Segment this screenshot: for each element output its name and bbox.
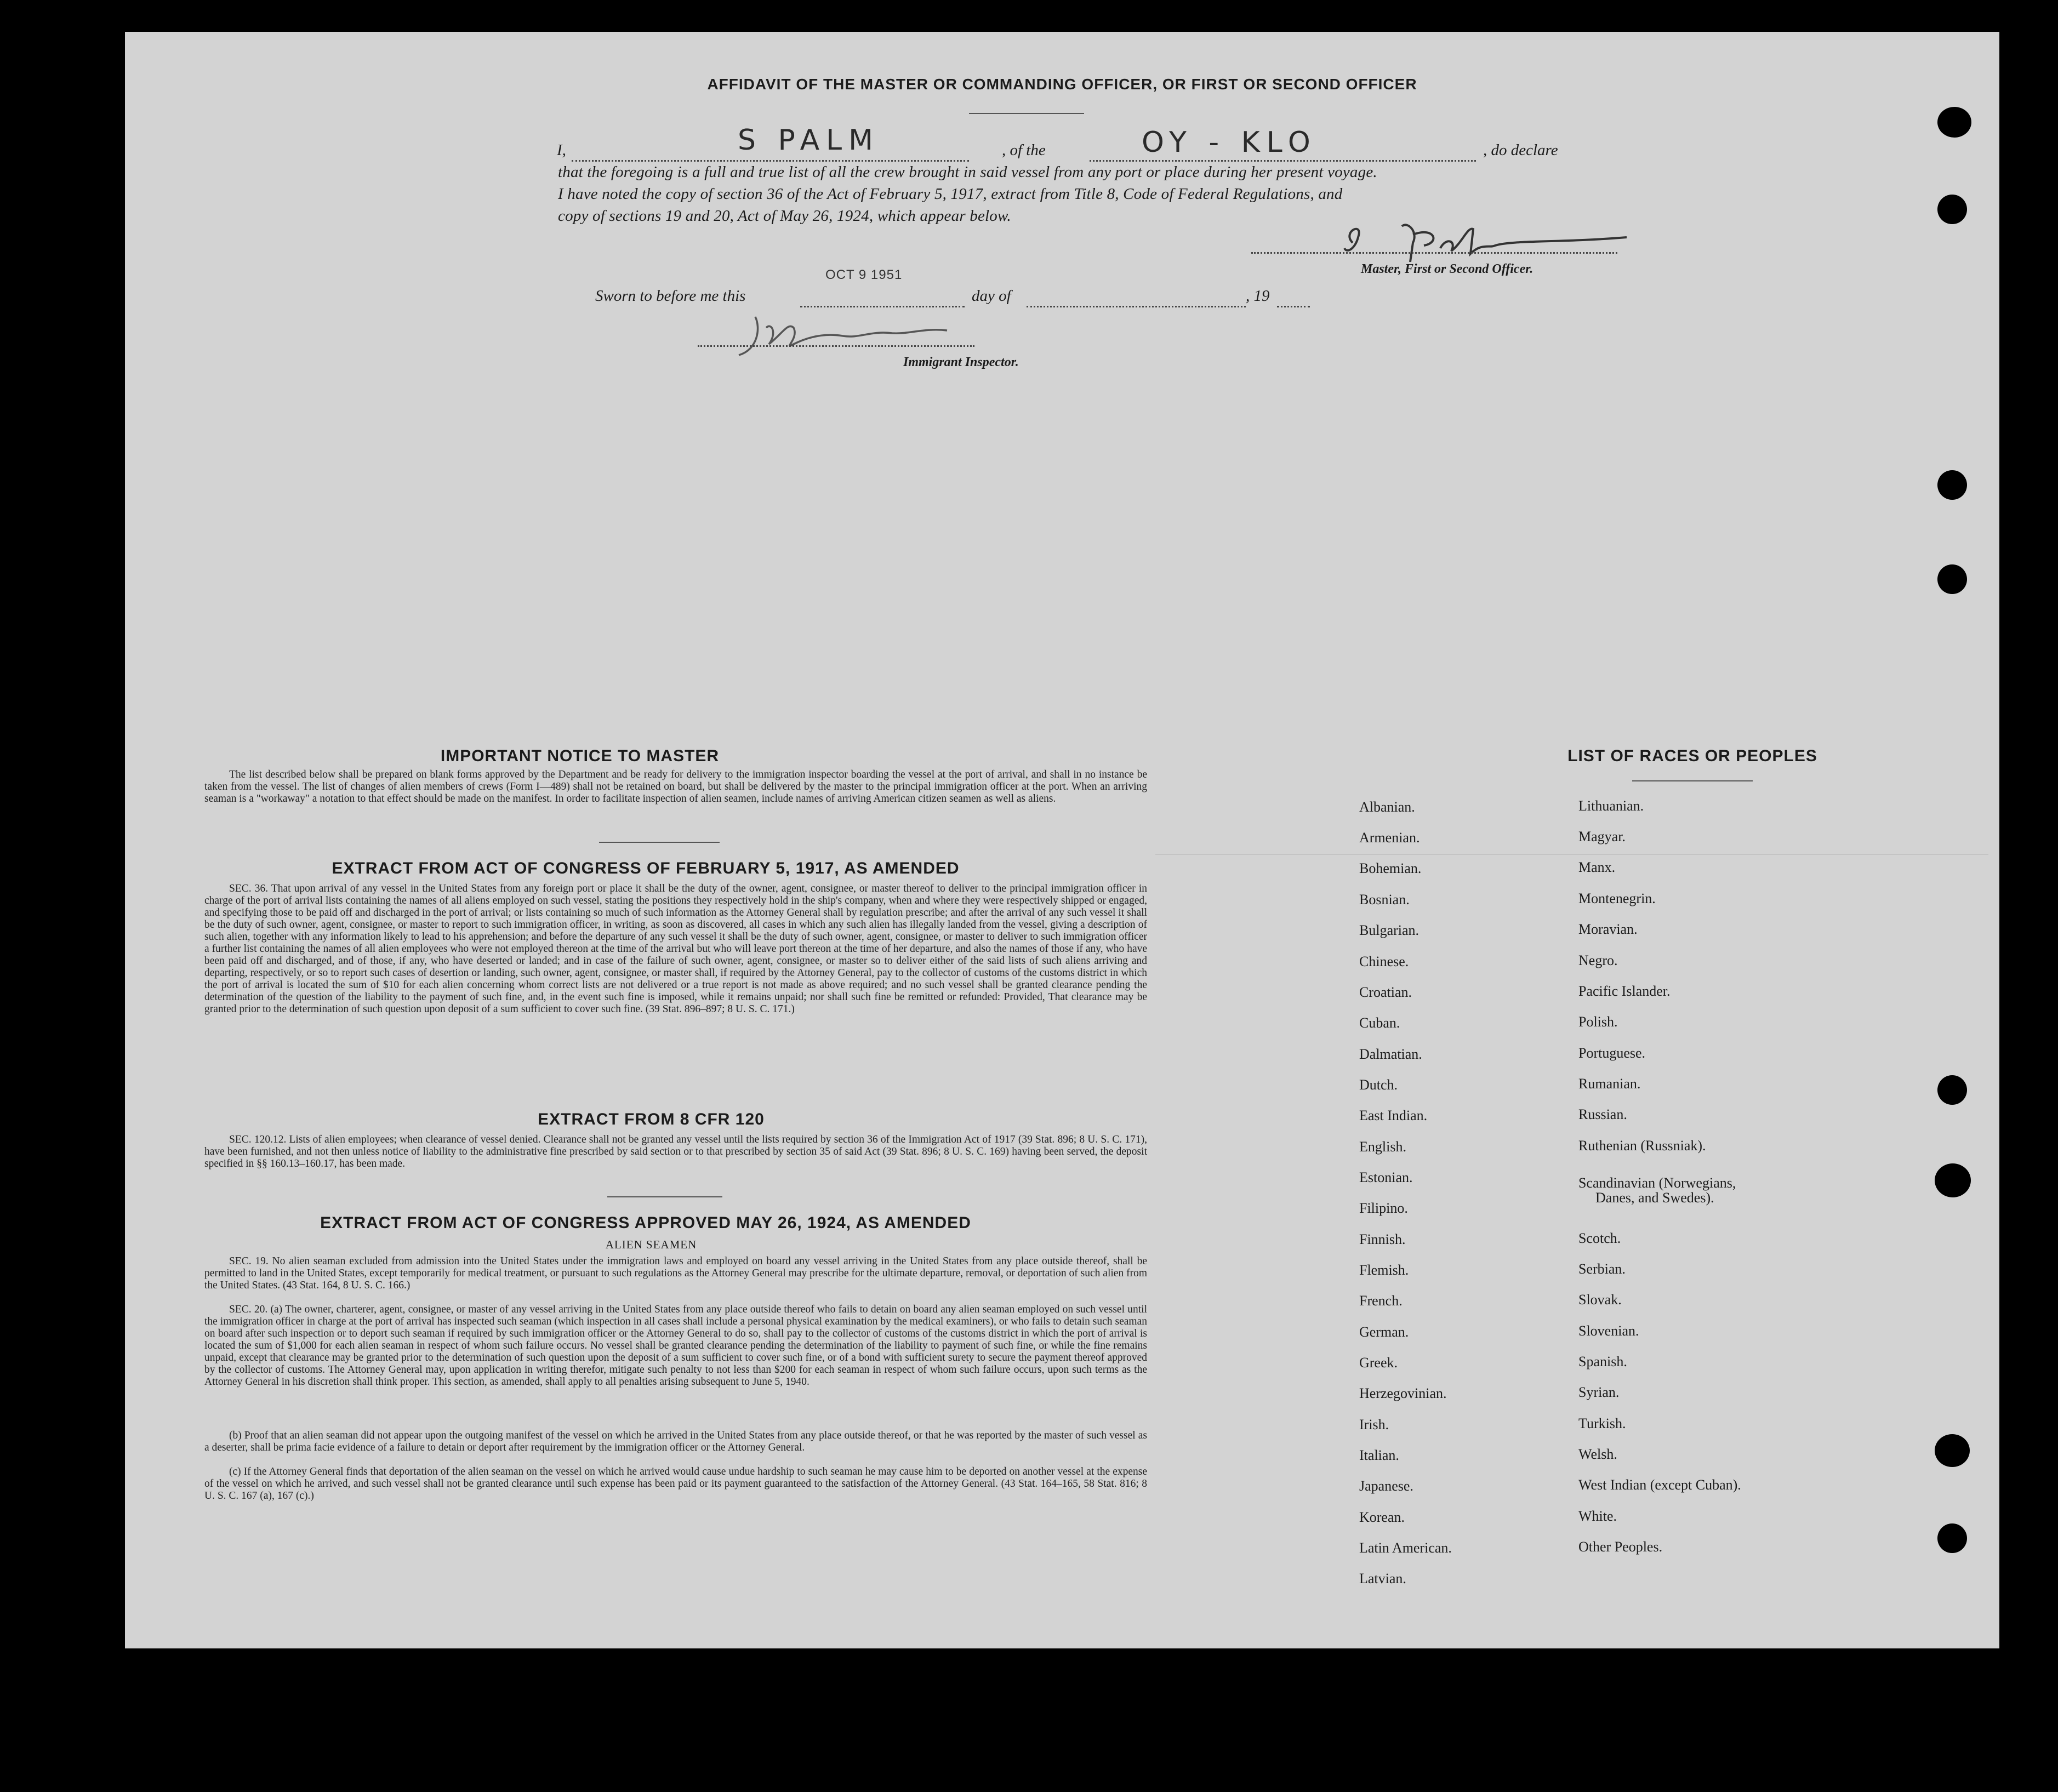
race-item: German.	[1359, 1324, 1409, 1340]
race-item: Japanese.	[1359, 1478, 1413, 1494]
binder-hole	[1937, 195, 1967, 224]
date-stamp: OCT 9 1951	[825, 267, 903, 282]
extract-cfr-title: EXTRACT FROM 8 CFR 120	[538, 1110, 765, 1128]
race-item: East Indian.	[1359, 1108, 1428, 1123]
do-declare-label: , do declare	[1483, 141, 1558, 159]
race-item: Chinese.	[1359, 954, 1409, 969]
affidavit-line-2: that the foregoing is a full and true list of all the crew brought in said vessel from any port or place during her present voyage.	[558, 163, 1377, 181]
race-item: Herzegovinian.	[1359, 1385, 1447, 1401]
race-item: Negro.	[1578, 952, 1618, 968]
race-item: West Indian (except Cuban).	[1578, 1477, 1741, 1493]
extract-1917-text: SEC. 36. That upon arrival of any vessel in the United States from any foreign port or place it shall be the duty of the owner, agent, consignee, or master thereof to deliver to the principal immigration officer in charge of the port of arrival lists containing the names of all aliens employed on such vessel, stating the positions they respectively hold in the ship's company, when and where they were respectively shipped or engaged, and specifying those to be paid off and discharged in the port of arrival; or lists containing so much of such information as the Attorney General shall by regulation prescribe; and after the arrival of any such vessel it shall be the duty of such owner, agent, consignee, or master to report to such immigration officer, in writing, as soon as discovered, all cases in which any such alien has illegally landed from the vessel, giving a description of such alien, together with any information likely to lead to his apprehension; and before the departure of any such vessel it shall be the duty of such owner, agent, consignee, or master to deliver to such immigration officer a further list containing the names of all alien employees who were not employed thereon at the time of the arrival but who will leave port thereon at the time of her departure, and also the names of those if any, who have been paid off and discharged, and of those, if any, who have deserted or landed; and in case of the failure of such owner, agent, consignee, or master so to deliver either of the said lists of such aliens arriving and departing, respectively, or so to report such cases of desertion or landing, such owner, agent, consignee, or master shall, if required by the Attorney General, pay to the collector of customs of the customs district in which the port of arrival is located the sum of $10 for each alien concerning whom correct lists are not delivered or a true report is not made as above required; and no such vessel shall be granted clearance pending the determination of the question of the liability to the payment of such fine, and, in the event such fine is imposed, while it remains unpaid; nor shall such fine be remitted or refunded: Provided, That clearance may be granted prior to the determination of such question upon deposit of a sum sufficient to cover such fine. (39 Stat. 896–897; 8 U. S. C. 171.)	[204, 883, 1147, 1015]
race-item: Spanish.	[1578, 1354, 1627, 1369]
race-item: Lithuanian.	[1578, 798, 1644, 814]
race-item: Ruthenian (Russniak).	[1578, 1138, 1706, 1154]
race-item: Albanian.	[1359, 799, 1415, 815]
race-item: Bulgarian.	[1359, 922, 1419, 938]
race-item: French.	[1359, 1293, 1403, 1309]
race-item: Danes, and Swedes).	[1595, 1190, 1714, 1206]
extract-1917-title: EXTRACT FROM ACT OF CONGRESS OF FEBRUARY 5, 1917, AS AMENDED	[332, 859, 960, 877]
inspector-signature-line	[698, 344, 974, 347]
sworn-month-line	[1027, 289, 1246, 307]
race-item: Bosnian.	[1359, 892, 1410, 908]
sworn-label: Sworn to before me this	[595, 287, 746, 305]
race-item: Slovak.	[1578, 1292, 1622, 1308]
document-page	[125, 32, 1999, 1648]
master-signature-line	[1251, 251, 1617, 254]
inspector-caption: Immigrant Inspector.	[903, 355, 1019, 369]
race-item: Finnish.	[1359, 1231, 1406, 1247]
extract-cfr-text: SEC. 120.12. Lists of alien employees; when clearance of vessel denied. Clearance shall not be granted any vessel until the lists required by section 36 of the Immigration Act of 1917 (39 Stat. 896; 8 U. S. C. 171), have been furnished, and not then unless notice of liability to the administrative fine prescribed by said section or to that prescribed by section 35 of said Act (39 Stat. 896; 8 U. S. C. 169) having been served, the deposit specified in §§ 160.13–160.17, has been made.	[204, 1134, 1147, 1169]
race-item: White.	[1578, 1508, 1617, 1524]
race-item: Korean.	[1359, 1509, 1405, 1525]
race-item: Latvian.	[1359, 1571, 1406, 1586]
race-item: Other Peoples.	[1578, 1539, 1663, 1555]
notice-rule	[599, 842, 720, 843]
affidavit-line-3: I have noted the copy of section 36 of the Act of February 5, 1917, extract from Title 8, Code of Federal Regulations, and	[558, 185, 1343, 203]
race-item: Serbian.	[1578, 1261, 1626, 1277]
binder-hole	[1937, 1523, 1967, 1553]
race-item: Cuban.	[1359, 1015, 1400, 1031]
extract-1924-title: EXTRACT FROM ACT OF CONGRESS APPROVED MAY 26, 1924, AS AMENDED	[320, 1214, 971, 1232]
race-item: Portuguese.	[1578, 1045, 1646, 1061]
race-item: Irish.	[1359, 1417, 1389, 1433]
race-item: Russian.	[1578, 1106, 1627, 1122]
cfr-rule	[607, 1196, 722, 1197]
race-item: Latin American.	[1359, 1540, 1452, 1556]
race-item: Armenian.	[1359, 830, 1420, 846]
race-item: Rumanian.	[1578, 1076, 1641, 1092]
race-item: Bohemian.	[1359, 860, 1422, 876]
alien-seamen-subtitle: ALIEN SEAMEN	[605, 1238, 697, 1251]
fold-line	[1155, 854, 1988, 855]
race-item: Dalmatian.	[1359, 1046, 1422, 1062]
title-rule	[969, 113, 1084, 114]
race-item: Moravian.	[1578, 921, 1638, 937]
race-item: Flemish.	[1359, 1262, 1409, 1278]
master-signature-caption: Master, First or Second Officer.	[1361, 262, 1533, 276]
binder-hole	[1935, 1163, 1971, 1197]
master-name-handwritten: S PALM	[738, 124, 880, 157]
race-item: Slovenian.	[1578, 1323, 1639, 1339]
race-item: English.	[1359, 1139, 1406, 1155]
binder-hole	[1937, 470, 1967, 500]
day-of-label: day of	[972, 287, 1011, 305]
binder-hole	[1937, 1075, 1967, 1105]
notice-title: IMPORTANT NOTICE TO MASTER	[440, 747, 720, 765]
races-rule	[1632, 780, 1753, 781]
race-item: Syrian.	[1578, 1384, 1620, 1400]
race-item: Scandinavian (Norwegians,	[1578, 1175, 1736, 1191]
affidavit-title: AFFIDAVIT OF THE MASTER OR COMMANDING OFFICER, OR FIRST OR SECOND OFFICER	[707, 76, 1417, 93]
binder-hole	[1937, 564, 1967, 594]
race-item: Montenegrin.	[1578, 891, 1656, 906]
binder-hole	[1937, 107, 1971, 138]
race-item: Pacific Islander.	[1578, 983, 1671, 999]
race-item: Filipino.	[1359, 1200, 1408, 1216]
extract-1924-sec20b: (b) Proof that an alien seaman did not appear upon the outgoing manifest of the vessel on which he arrived in the United States from any place outside thereof, or that he was reported by the master of such vessel as a deserter, shall be prima facie evidence of a failure to detain or deport after requirement by the immigration officer or the Attorney General.	[204, 1430, 1147, 1453]
race-item: Italian.	[1359, 1447, 1399, 1463]
vessel-name-handwritten: OY - KLO	[1142, 126, 1317, 159]
race-item: Polish.	[1578, 1014, 1618, 1030]
races-title: LIST OF RACES OR PEOPLES	[1567, 747, 1817, 765]
year-label: , 19	[1246, 287, 1270, 305]
sworn-day-line	[800, 289, 965, 307]
master-signature	[1331, 210, 1638, 265]
race-item: Croatian.	[1359, 984, 1412, 1000]
race-item: Manx.	[1578, 859, 1616, 875]
affidavit-line-4: copy of sections 19 and 20, Act of May 26, 1924, which appear below.	[558, 207, 1011, 225]
sworn-year-line	[1277, 289, 1310, 307]
race-item: Magyar.	[1578, 829, 1626, 844]
race-item: Turkish.	[1578, 1416, 1626, 1431]
notice-text: The list described below shall be prepared on blank forms approved by the Department and be ready for delivery to the immigration inspector boarding the vessel at the port of arrival, and shall in no instance be taken from the vessel. The list of changes of alien members of crews (Form I—489) shall not be retained on board, but shall be delivered by the master to the principal immigration officer at the port. When an arriving seaman is a "workaway" a notation to that effect should be made on the manifest. In order to facilitate inspection of alien seamen, include names of arriving American citizen seamen as well as aliens.	[204, 769, 1147, 804]
race-item: Dutch.	[1359, 1077, 1398, 1093]
of-the-label: , of the	[1002, 141, 1046, 159]
race-item: Welsh.	[1578, 1446, 1617, 1462]
binder-hole	[1935, 1434, 1970, 1467]
race-item: Scotch.	[1578, 1230, 1621, 1246]
extract-1924-sec20a: SEC. 20. (a) The owner, charterer, agent, consignee, or master of any vessel arriving in the United States from any place outside thereof who fails to detain on board any alien seaman employed on such vessel until the immigration officer in charge at the port of arrival has inspected such seaman (which inspection in all cases shall include a personal physical examination by the medical examiners), or who fails to detain such seaman on board after such inspection or to deport such seaman if required by such immigration officer or the Attorney General to do so, shall pay to the collector of customs of the customs district in which the port of arrival is located the sum of $1,000 for each alien seaman in respect of whom such failure occurs. No vessel shall be granted clearance pending the determination of the liability to payment of such fine, or while the fine remains unpaid, except that clearance may be granted prior to the determination of such question upon the deposit of a sum sufficient to cover such fine, or of a bond with sufficient surety to secure the payment thereof approved by the collector of customs. The Attorney General may, upon application in writing therefor, mitigate such penalty to not less than $200 for each seaman in respect of whom such failure occurs, upon such terms as the Attorney General in his discretion shall think proper. This section, as amended, shall apply to all penalties arising subsequent to June 5, 1940.	[204, 1304, 1147, 1388]
race-item: Greek.	[1359, 1355, 1398, 1371]
race-item: Estonian.	[1359, 1169, 1413, 1185]
affidavit-i-label: I,	[557, 141, 566, 159]
extract-1924-sec20c: (c) If the Attorney General finds that deportation of the alien seaman on the vessel on which he arrived would cause undue hardship to such seaman he may cause him to be deported on another vessel at the expense of the vessel on which he arrived, and such vessel shall not be granted clearance until such expense has been paid or its payment guaranteed to the satisfaction of the Attorney General. (43 Stat. 164–165, 58 Stat. 816; 8 U. S. C. 167 (a), 167 (c).)	[204, 1466, 1147, 1502]
extract-1924-sec19: SEC. 19. No alien seaman excluded from admission into the United States under the immigration laws and employed on board any vessel arriving in the United States from any place outside thereof, shall be permitted to land in the United States, except temporarily for medical treatment, or pursuant to such regulations as the Attorney General may prescribe for the ultimate departure, removal, or deportation of such alien from the United States. (43 Stat. 164, 8 U. S. C. 166.)	[204, 1255, 1147, 1291]
